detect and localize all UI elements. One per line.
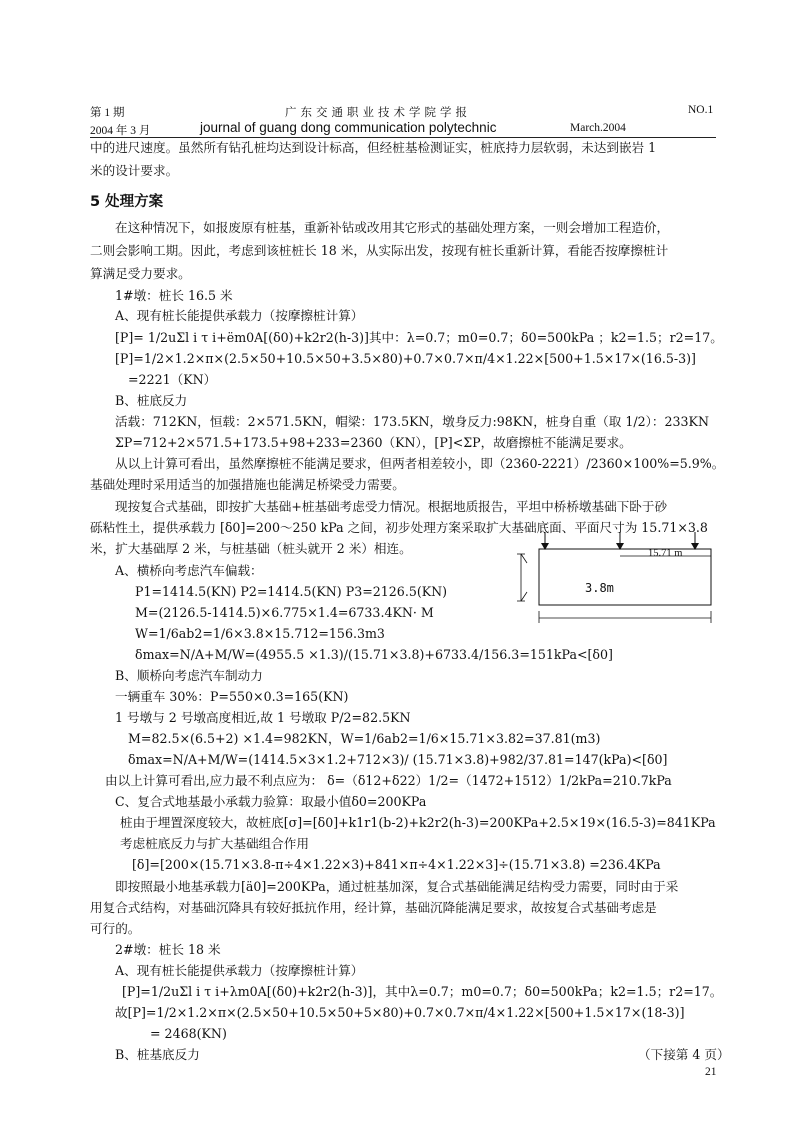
- paragraph-line: 砾粘性土，提供承载力 [δ0]=200～250 kPa 之间，初步处理方案采取扩大基础底面、平面尺寸为 15.71×3.8: [90, 520, 708, 535]
- equation: = 2468(KN): [150, 1026, 227, 1041]
- subsection-title: A、现有桩长能提供承载力（按摩擦桩计算）: [115, 308, 364, 323]
- width-label: 15.71 m: [648, 548, 683, 559]
- paragraph-line: 算满足受力要求。: [90, 266, 191, 281]
- intro-line: 米的设计要求。: [90, 163, 179, 178]
- subsection-title: B、桩基底反力: [115, 1047, 200, 1062]
- equation: 一辆重车 30%：P=550×0.3=165(KN): [115, 689, 349, 704]
- paragraph-line: 用复合式结构，对基础沉降具有较好抵抗作用，经计算，基础沉降能满足要求，故按复合式基础考虑是: [90, 900, 657, 915]
- header-journal-en: journal of guang dong communication polytechnic: [200, 120, 497, 135]
- equation: W=1/6ab2=1/6×3.8×15.712=156.3m3: [135, 626, 385, 641]
- header-journal-cn: 广东交通职业技术学院学报: [285, 107, 471, 119]
- subsection-title: B、桩底反力: [115, 393, 188, 408]
- header-issue-cn: 第 1 期: [90, 107, 125, 119]
- equation: M=(2126.5-1414.5)×6.775×1.4=6733.4KN· M: [135, 605, 434, 620]
- paragraph-line: 二则会影响工期。因此，考虑到该桩桩长 18 米，从实际出发，按现有桩长重新计算，看能否按摩擦桩计: [90, 243, 669, 258]
- pier2-title: 2#墩：桩长 18 米: [115, 942, 221, 957]
- header-date-cn: 2004 年 3 月: [90, 125, 151, 137]
- continued-note: （下接第 4 页）: [638, 1047, 730, 1062]
- header-date-en: March.2004: [570, 122, 626, 134]
- equation: M=82.5×(6.5+2) ×1.4=982KN，W=1/6ab2=1/6×15.71×3.82=37.81(m3): [128, 731, 601, 746]
- paragraph-line: 米，扩大基础厚 2 米，与桩基础（桩头就开 2 米）相连。: [90, 541, 412, 556]
- equation: 桩由于埋置深度较大，故桩底[σ]=[δ0]+k1r1(b-2)+k2r2(h-3)=200KPa+2.5×19×(16.5-3)=841KPa: [120, 815, 716, 830]
- section-title: 5 处理方案: [90, 194, 164, 210]
- paragraph-line: 即按照最小地基承载力[ä0]=200KPa，通过桩基加深，复合式基础能满足结构受力需要，同时由于采: [115, 879, 679, 894]
- equation: [P]= 1/2uΣl i τ i+ëm0A[(δ0)+k2r2(h-3)]其中：λ=0.7；m0=0.7；δ0=500kPa ；k2=1.5；r2=17。: [115, 330, 723, 345]
- paragraph-line: 可行的。: [90, 921, 141, 936]
- subsection-title: A、现有桩长能提供承载力（按摩擦桩计算）: [115, 963, 364, 978]
- equation: 故[P]=1/2×1.2×π×(2.5×50+10.5×50+5×80)+0.7×0.7×π/4×1.22×[500+1.5×17×(18-3)]: [115, 1005, 685, 1020]
- equation: =2221（KN）: [128, 372, 217, 387]
- equation: P1=1414.5(KN) P2=1414.5(KN) P3=2126.5(KN): [135, 584, 448, 599]
- equation: [P]=1/2×1.2×π×(2.5×50+10.5×50+3.5×80)+0.7×0.7×π/4×1.22×[500+1.5×17×(16.5-3)]: [115, 351, 696, 366]
- paragraph-line: 基础处理时采用适当的加强措施也能满足桥梁受力需要。: [90, 477, 405, 492]
- loads-line: 活载：712KN，恒载：2×571.5KN，帽梁：173.5KN，墩身反力:98KN，桩身自重（取 1/2）：233KN: [115, 414, 709, 429]
- sum-line: ΣP=712+2×571.5+173.5+98+233=2360（KN），[P]<ΣP，故磨擦桩不能满足要求。: [115, 435, 632, 450]
- equation: [δ]=[200×(15.71×3.8-π÷4×1.22×3)+841×π÷4×1.22×3]÷(15.71×3.8) =236.4KPa: [132, 857, 661, 872]
- subsection-title: C、复合式地基最小承载力验算：取最小值δ0=200KPa: [115, 794, 427, 809]
- intro-line: 中的进尺速度。虽然所有钻孔桩均达到设计标高，但经桩基检测证实，桩底持力层软弱，未达到嵌岩 1: [90, 140, 657, 155]
- page-number: 21: [705, 1066, 717, 1078]
- foundation-outline: [539, 549, 711, 605]
- header-issue-en: NO.1: [688, 104, 714, 116]
- subsection-title: A、横桥向考虑汽车偏载：: [115, 563, 263, 578]
- pier1-title: 1#墩：桩长 16.5 米: [115, 288, 233, 303]
- foundation-diagram: [505, 527, 720, 627]
- paragraph-line: 在这种情况下，如报废原有桩基，重新补钻或改用其它形式的基础处理方案，一则会增加工程造价，: [115, 220, 670, 235]
- equation: [P]=1/2uΣl i τ i+λm0A[(δ0)+k2r2(h-3)]，其中λ=0.7；m0=0.7；δ0=500kPa；k2=1.5；r2=17。: [122, 984, 723, 999]
- height-label: 3.8m: [585, 581, 614, 595]
- paragraph-line: 现按复合式基础，即按扩大基础+桩基础考虑受力情况。根据地质报告，平坦中桥桥墩基础下卧于砂: [115, 499, 668, 514]
- equation: 由以上计算可看出,应力最不利点应为： δ=（δ12+δ22）1/2=（1472+1512）1/2kPa=210.7kPa: [105, 773, 672, 788]
- header-rule: [90, 137, 716, 138]
- subsection-title: B、顺桥向考虑汽车制动力: [115, 668, 263, 683]
- equation: δmax=N/A+M/W=(1414.5×3×1.2+712×3)/ (15.71×3.8)+982/37.81=147(kPa)<[δ0]: [128, 752, 668, 767]
- paragraph-line: 1 号墩与 2 号墩高度相近,故 1 号墩取 P/2=82.5KN: [115, 710, 411, 725]
- paragraph-line: 考虑桩底反力与扩大基础组合作用: [120, 836, 309, 851]
- paragraph-line: 从以上计算可看出，虽然摩擦桩不能满足要求，但两者相差较小，即（2360-2221）/2360×100%=5.9%。: [115, 456, 725, 471]
- equation: δmax=N/A+M/W=(4955.5 ×1.3)/(15.71×3.8)+6733.4/156.3=151kPa<[δ0]: [135, 647, 613, 662]
